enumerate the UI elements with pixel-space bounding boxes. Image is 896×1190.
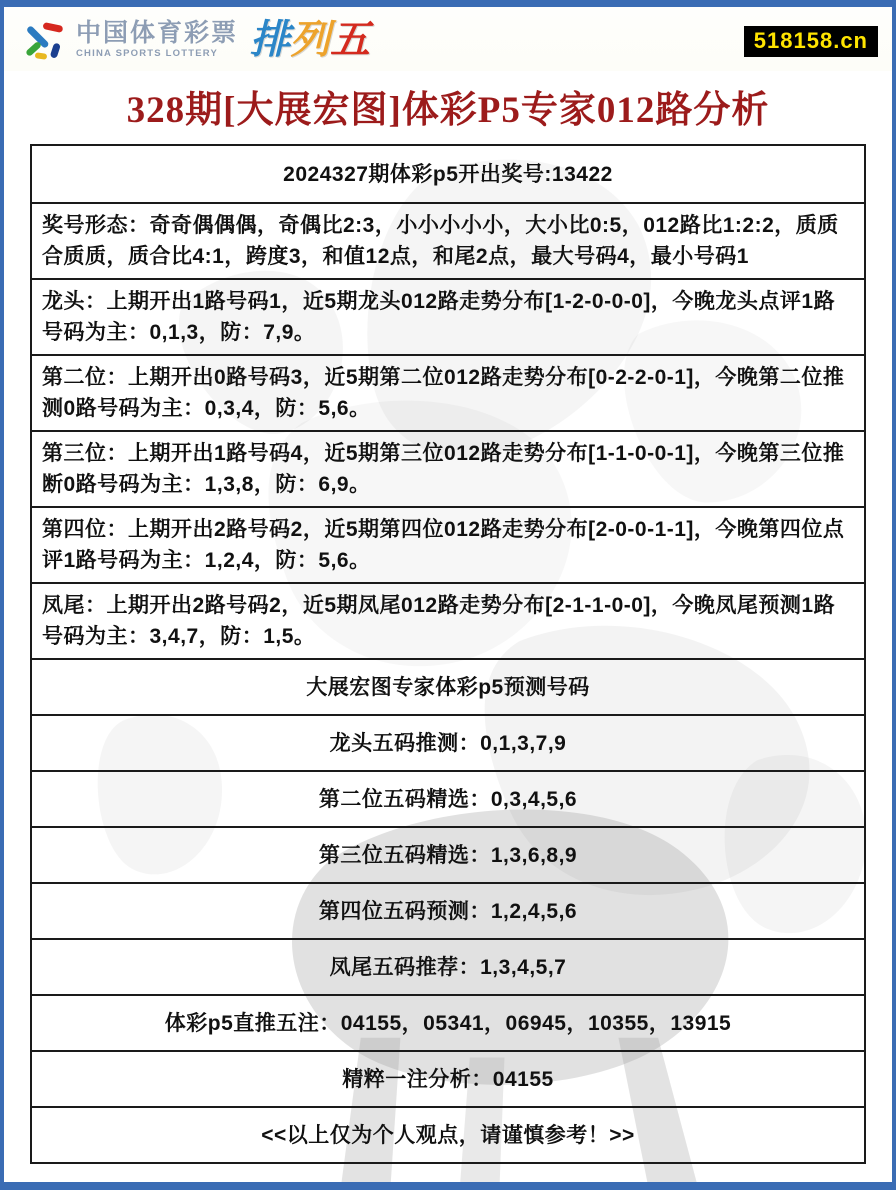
site-badge: 518158.cn [744, 26, 878, 57]
row-text: 体彩p5直推五注：04155，05341，06945，10355，13915 [164, 1011, 732, 1035]
row-text: 精粹一注分析：04155 [342, 1067, 554, 1091]
content [4, 7, 892, 1164]
table-row [32, 1106, 864, 1162]
table-row [32, 278, 864, 354]
brand-char: 五 [330, 18, 371, 62]
table-row [32, 826, 864, 882]
table-row [32, 582, 864, 658]
row-text: 第三位五码精选：1,3,6,8,9 [318, 843, 578, 867]
table-row [32, 354, 864, 430]
row-text: 第二位：上期开出0路号码3，近5期第二位012路走势分布[0-2-2-0-1]，今晚第二位推测0路号码为主：0,3,4，防：5,6。 [42, 366, 845, 420]
page-title: 328期[大展宏图]体彩P5专家012路分析 [126, 90, 770, 131]
table-row [32, 938, 864, 994]
table-row [32, 146, 864, 202]
table-row [32, 1050, 864, 1106]
row-text: 大展宏图专家体彩p5预测号码 [306, 675, 590, 699]
row-text: 第四位五码预测：1,2,4,5,6 [318, 899, 578, 923]
csl-logo-icon [22, 17, 68, 63]
row-text: 龙头：上期开出1路号码1，近5期龙头012路走势分布[1-2-0-0-0]，今晚龙头点评1路号码为主：0,1,3，防：7,9。 [42, 290, 836, 344]
row-text: 第三位：上期开出1路号码4，近5期第三位012路走势分布[1-1-0-0-1]，今晚第三位推断0路号码为主：1,3,8，防：6,9。 [42, 442, 845, 496]
brand-char: 排 [250, 18, 291, 62]
brand-char: 列 [290, 18, 331, 62]
row-text: 第二位五码精选：0,3,4,5,6 [318, 787, 578, 811]
row-text: <<以上仅为个人观点，请谨慎参考！>> [261, 1123, 635, 1147]
row-text: 奖号形态：奇奇偶偶偶，奇偶比2:3，小小小小小，大小比0:5，012路比1:2:2，质质合质质，质合比4:1，跨度3，和值12点，和尾2点，最大号码4，最小号码1 [42, 214, 839, 268]
row-text: 凤尾：上期开出2路号码2，近5期凤尾012路走势分布[2-1-1-0-0]，今晚凤尾预测1路号码为主：3,4,7，防：1,5。 [42, 594, 836, 648]
row-text: 第四位：上期开出2路号码2，近5期第四位012路走势分布[2-0-0-1-1]，今晚第四位点评1路号码为主：1,2,4，防：5,6。 [42, 518, 845, 572]
table-row [32, 882, 864, 938]
table-row [32, 658, 864, 714]
row-text: 龙头五码推测：0,1,3,7,9 [329, 731, 567, 755]
row-text: 2024327期体彩p5开出奖号:13422 [283, 162, 613, 186]
table-row [32, 506, 864, 582]
logo [22, 17, 370, 63]
table-row [32, 430, 864, 506]
table-row [32, 202, 864, 278]
logo-text [76, 21, 238, 59]
row-text: 凤尾五码推荐：1,3,4,5,7 [329, 955, 567, 979]
analysis-table [30, 144, 866, 1164]
brand-pailiewu [250, 20, 370, 60]
table-row [32, 994, 864, 1050]
logo-cn-text: 中国体育彩票 [76, 19, 239, 48]
logo-en-text: CHINA SPORTS LOTTERY [76, 48, 219, 60]
table-row [32, 714, 864, 770]
header [4, 7, 892, 71]
table-row [32, 770, 864, 826]
